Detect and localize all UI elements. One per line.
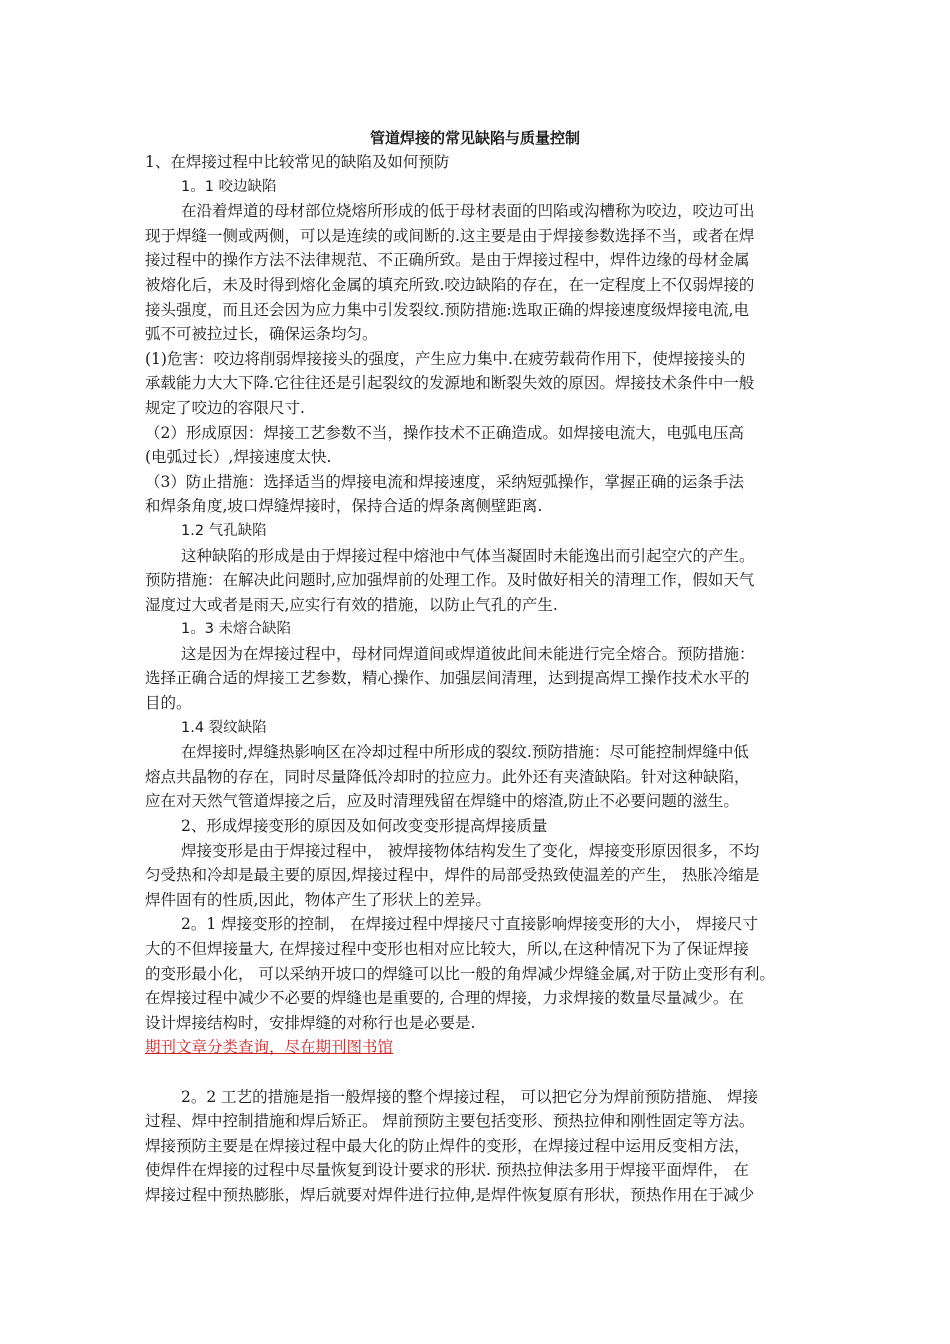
paragraph-line: 承载能力大大下降.它往往还是引起裂纹的发源地和断裂失效的原因。焊接技术条件中一般	[145, 374, 755, 393]
paragraph-line: 匀受热和冷却是最主要的原因,焊接过程中，焊件的局部受热致使温差的产生， 热胀冷缩是	[145, 866, 760, 885]
subsection-heading: 1。3 未熔合缺陷	[181, 621, 292, 638]
paragraph-line: 大的不但焊接量大, 在焊接过程中变形也相对应比较大，所以,在这种情况下为了保证焊接	[145, 940, 749, 958]
journal-link[interactable]: 期刊文章分类查询，尽在期刊图书馆	[145, 1038, 394, 1057]
paragraph-line: 弧不可被拉过长，确保运条均匀。	[145, 325, 378, 344]
paragraph-line: 应在对天然气管道焊接之后，应及时清理残留在焊缝中的熔渣,防止不必要问题的滋生。	[145, 792, 739, 811]
paragraph-line: 焊件固有的性质,因此，物体产生了形状上的差异。	[145, 890, 491, 909]
paragraph-line: (电弧过长）,焊接速度太快.	[145, 448, 332, 467]
paragraph-line: 这种缺陷的形成是由于焊接过程中熔池中气体当凝固时未能逸出而引起空穴的产生。	[181, 546, 755, 565]
paragraph-line: 过程、焊中控制措施和焊后矫正。 焊前预防主要包括变形、预热拉伸和刚性固定等方法。	[145, 1112, 755, 1131]
paragraph-line: (1)危害：咬边将削弱焊接接头的强度，产生应力集中.在疲劳载荷作用下，使焊接接头的	[145, 349, 746, 368]
subsection-heading: 1。1 咬边缺陷	[181, 178, 277, 195]
paragraph-line: 接头强度，而且还会因为应力集中引发裂纹.预防措施:选取正确的焊接速度级焊接电流,电	[145, 300, 750, 319]
paragraph-line: （2）形成原因：焊接工艺参数不当，操作技术不正确造成。如焊接电流大，电弧电压高	[145, 423, 744, 442]
paragraph-line: 在沿着焊道的母材部位烧熔所形成的低于母材表面的凹陷或沟槽称为咬边，咬边可出	[181, 202, 755, 221]
paragraph-line: 被熔化后，未及时得到熔化金属的填充所致.咬边缺陷的存在，在一定程度上不仅弱焊接的	[145, 275, 755, 294]
paragraph-line: 在焊接过程中减少不必要的焊缝也是重要的, 合理的焊接，力求焊接的数量尽量减少。在	[145, 989, 744, 1008]
paragraph-line: 使焊件在焊接的过程中尽量恢复到设计要求的形状. 预热拉伸法多用于焊接平面焊件， 在	[145, 1161, 749, 1180]
paragraph-line: 现于焊缝一侧或两侧，可以是连续的或间断的.这主要是由于焊接参数选择不当，或者在焊	[145, 226, 755, 245]
paragraph-line: 这是因为在焊接过程中，母材同焊道间或焊道彼此间未能进行完全熔合。预防措施：	[181, 644, 755, 663]
subsection-heading: 1.2 气孔缺陷	[181, 522, 267, 539]
paragraph-line: 和焊条角度,坡口焊缝焊接时，保持合适的焊条离侧壁距离.	[145, 497, 543, 516]
paragraph-line: 规定了咬边的容限尺寸.	[145, 398, 305, 417]
paragraph-line: 熔点共晶物的存在，同时尽量降低冷却时的拉应力。此外还有夹渣缺陷。针对这种缺陷，	[145, 767, 750, 786]
paragraph-line: 湿度过大或者是雨天,应实行有效的措施，以防止气孔的产生.	[145, 595, 558, 614]
paragraph-line: 目的。	[145, 694, 192, 713]
paragraph-line: 预防措施：在解决此问题时,应加强焊前的处理工作。及时做好相关的清理工作，假如天气	[145, 571, 755, 590]
paragraph-line: 设计焊接结构时，安排焊缝的对称行也是必要是.	[145, 1013, 476, 1032]
paragraph-line: 焊接过程中预热膨胀，焊后就要对焊件进行拉伸,是焊件恢复原有形状，预热作用在于减少	[145, 1185, 755, 1204]
paragraph-line: 2。2 工艺的措施是指一般焊接的整个焊接过程， 可以把它分为焊前预防措施、 焊接	[181, 1087, 759, 1106]
section-heading: 2、形成焊接变形的原因及如何改变变形提高焊接质量	[181, 817, 548, 836]
paragraph-line: （3）防止措施：选择适当的焊接电流和焊接速度，采纳短弧操作，掌握正确的运条手法	[145, 472, 744, 491]
paragraph-line: 焊接预防主要是在焊接过程中最大化的防止焊件的变形，在焊接过程中运用反变相方法，	[145, 1136, 750, 1155]
document-title: 管道焊接的常见缺陷与质量控制	[369, 129, 580, 147]
paragraph-line: 焊接变形是由于焊接过程中， 被焊接物体结构发生了变化，焊接变形原因很多，不均	[181, 841, 760, 860]
paragraph-line: 在焊接时,焊缝热影响区在冷却过程中所形成的裂纹.预防措施：尽可能控制焊缝中低	[181, 743, 749, 762]
section-heading: 1、在焊接过程中比较常见的缺陷及如何预防	[145, 153, 450, 171]
paragraph-line: 2。1 焊接变形的控制， 在焊接过程中焊接尺寸直接影响焊接变形的大小， 焊接尺寸	[181, 915, 759, 934]
paragraph-line: 的变形最小化， 可以采纳开坡口的焊缝可以比一般的角焊减少焊缝金属,对于防止变形有利。	[145, 964, 775, 983]
paragraph-line: 接过程中的操作方法不法律规范、不正确所致。是由于焊接过程中，焊件边缘的母材金属	[145, 251, 750, 270]
paragraph-line: 选择正确合适的焊接工艺参数，精心操作、加强层间清理，达到提高焊工操作技术水平的	[145, 669, 750, 688]
subsection-heading: 1.4 裂纹缺陷	[181, 719, 267, 736]
document-body	[145, 150, 825, 1208]
